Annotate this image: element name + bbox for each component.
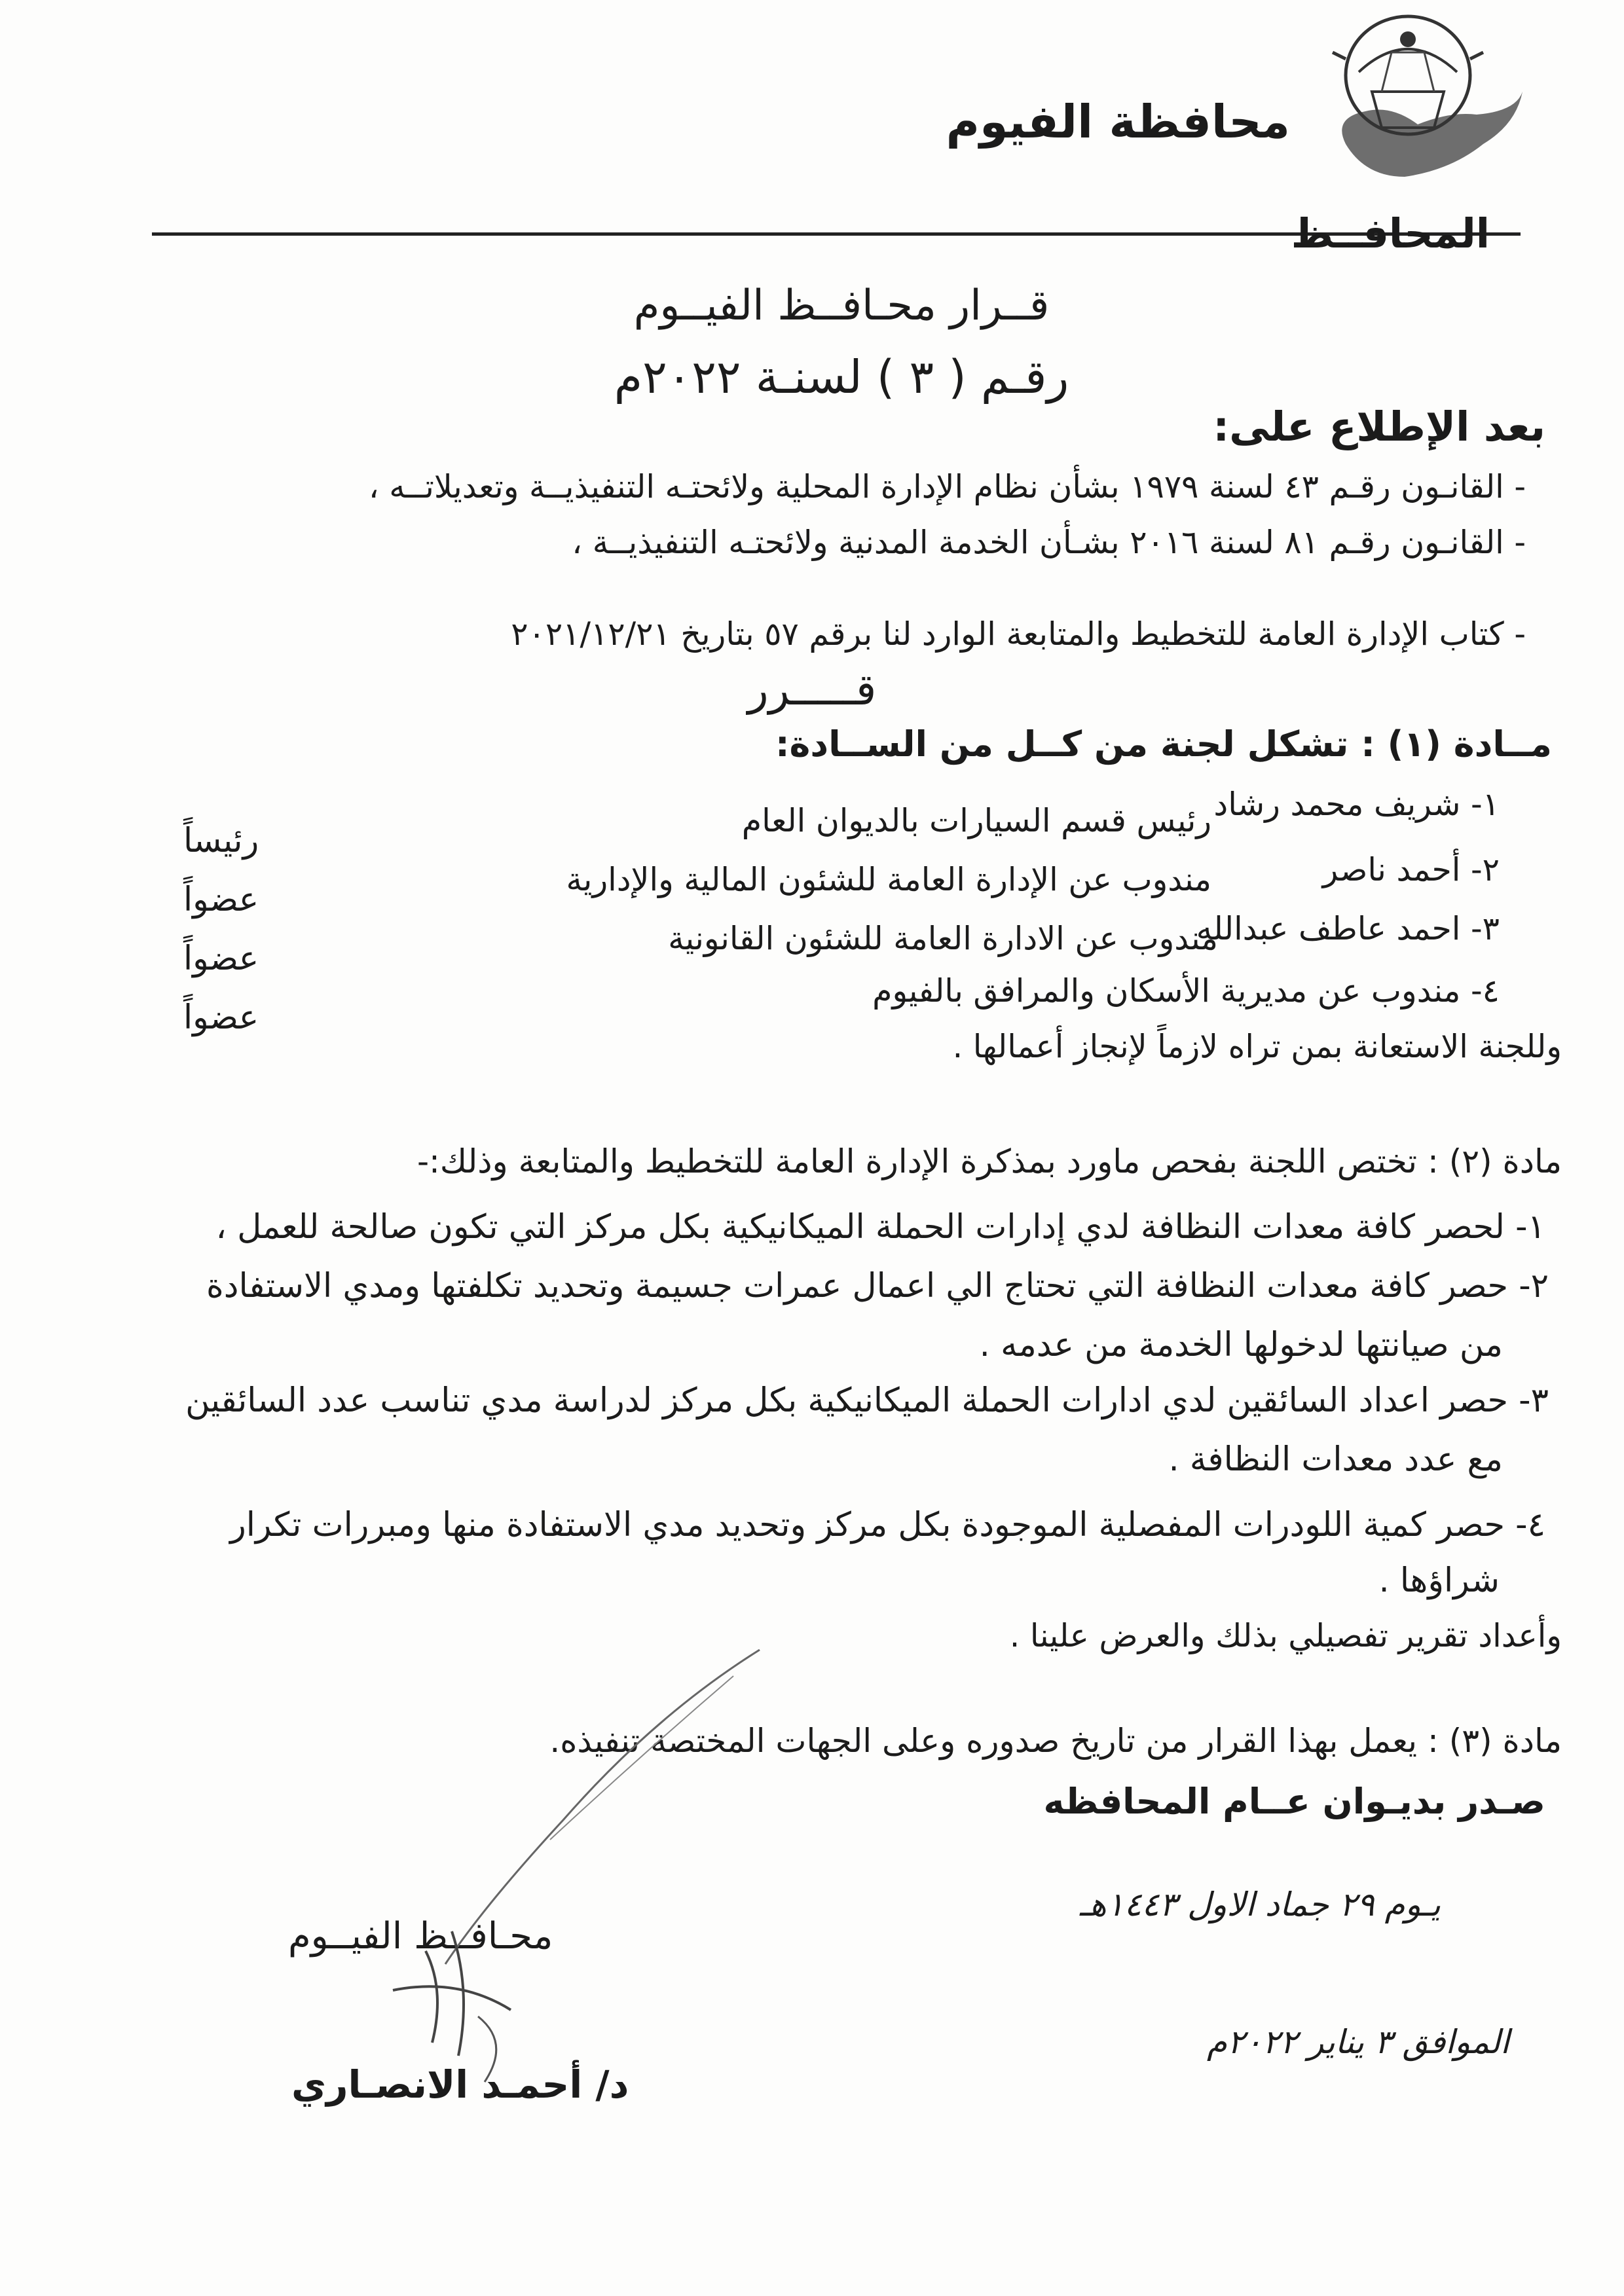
preamble-heading: بعد الإطلاع على:: [1213, 403, 1545, 450]
office-title: المحافــظ: [1291, 210, 1490, 257]
article-2-item: ٢- حصر كافة معدات النظافة التي تحتاج الي اعمال عمرات جسيمة وتحديد تكلفتها ومدي الاستفادة: [206, 1267, 1549, 1305]
member-role: مندوب عن الإدارة العامة للشئون المالية والإدارية: [566, 861, 1211, 898]
member-position: رئيساً: [183, 822, 259, 860]
member-name: ٢- أحمد ناصر: [1322, 851, 1500, 888]
signature-label: محـافــظ الفيــوم: [288, 1915, 553, 1958]
decision-number: رقـم ( ٣ ) لسنـة ٢٠٢٢م: [614, 350, 1069, 404]
member-name: ٤- مندوب عن مديرية الأسكان والمرافق بالفيوم: [872, 972, 1500, 1010]
hijri-date: يـوم ٢٩ جماد الاول ١٤٤٣هـ: [1079, 1886, 1441, 1923]
member-name: ٣- احمد عاطف عبدالله: [1196, 910, 1500, 947]
article-2-heading: مادة (٢) : تختص اللجنة بفحص ماورد بمذكرة الإدارة العامة للتخطيط والمتابعة وذلك:-: [417, 1142, 1562, 1180]
decree-word: قـــــرر: [747, 665, 877, 715]
preamble-item: - كتاب الإدارة العامة للتخطيط والمتابعة الوارد لنا برقم ٥٧ بتاريخ ٢٠٢١/١٢/٢١: [511, 615, 1526, 653]
decision-title: قــرار محـافــظ الفيــوم: [633, 282, 1050, 330]
handwritten-signature-icon: [314, 1624, 786, 2095]
member-position: عضواً: [183, 998, 259, 1037]
article-1-closing: وللجنة الاستعانة بمن تراه لازماً لإنجاز أعمالها .: [952, 1028, 1562, 1065]
article-2-item-cont: مع عدد معدات النظافة .: [1168, 1440, 1503, 1479]
preamble-item: - القانـون رقـم ٨١ لسنة ٢٠١٦ بشـأن الخدمة المدنية ولائحتـه التنفيذيــة ،: [572, 524, 1526, 561]
governorate-name: محافظة الفيوم: [946, 95, 1290, 149]
member-name: ١- شريف محمد رشاد: [1213, 786, 1500, 823]
article-2-item: ١- لحصر كافة معدات النظافة لدي إدارات الحملة الميكانيكية بكل مركز التي تكون صالحة للعمل ،: [215, 1208, 1545, 1247]
member-position: عضواً: [183, 881, 259, 919]
member-role: رئيس قسم السيارات بالديوان العام: [741, 802, 1211, 839]
member-role: مندوب عن الادارة العامة للشئون القانونية: [668, 920, 1218, 957]
preamble-item: - القانـون رقـم ٤٣ لسنة ١٩٧٩ بشأن نظام الإدارة المحلية ولائحتـه التنفيذيــة وتعديلاتــه ،: [368, 468, 1526, 505]
article-1-heading: مــادة (١) : تشكل لجنة من كــل من الســادة:: [775, 723, 1552, 765]
article-2-item: ٤- حصر كمية اللودرات المفصلية الموجودة بكل مركز وتحديد مدي الاستفادة منها ومبررات تكرار: [230, 1506, 1545, 1544]
fayoum-governorate-emblem-icon: [1320, 13, 1529, 190]
gregorian-date: الموافق ٣ يناير ٢٠٢٢م: [1206, 2023, 1509, 2061]
article-2-closing: وأعداد تقرير تفصيلي بذلك والعرض علينا .: [1009, 1617, 1562, 1654]
article-2-item-cont: شراؤها .: [1378, 1561, 1500, 1600]
issued-at: صـدر بديـوان عــام المحافظه: [1043, 1781, 1545, 1822]
signature-name: د/ أحمـد الانصـاري: [291, 2062, 629, 2107]
article-2-item: ٣- حصر اعداد السائقين لدي ادارات الحملة الميكانيكية بكل مركز لدراسة مدي تناسب عدد السائقين: [185, 1381, 1549, 1420]
member-position: عضواً: [183, 939, 259, 978]
article-3-text: مادة (٣) : يعمل بهذا القرار من تاريخ صدوره وعلى الجهات المختصة تنفيذه.: [549, 1722, 1562, 1760]
article-2-item-cont: من صيانتها لدخولها الخدمة من عدمه .: [979, 1326, 1503, 1364]
